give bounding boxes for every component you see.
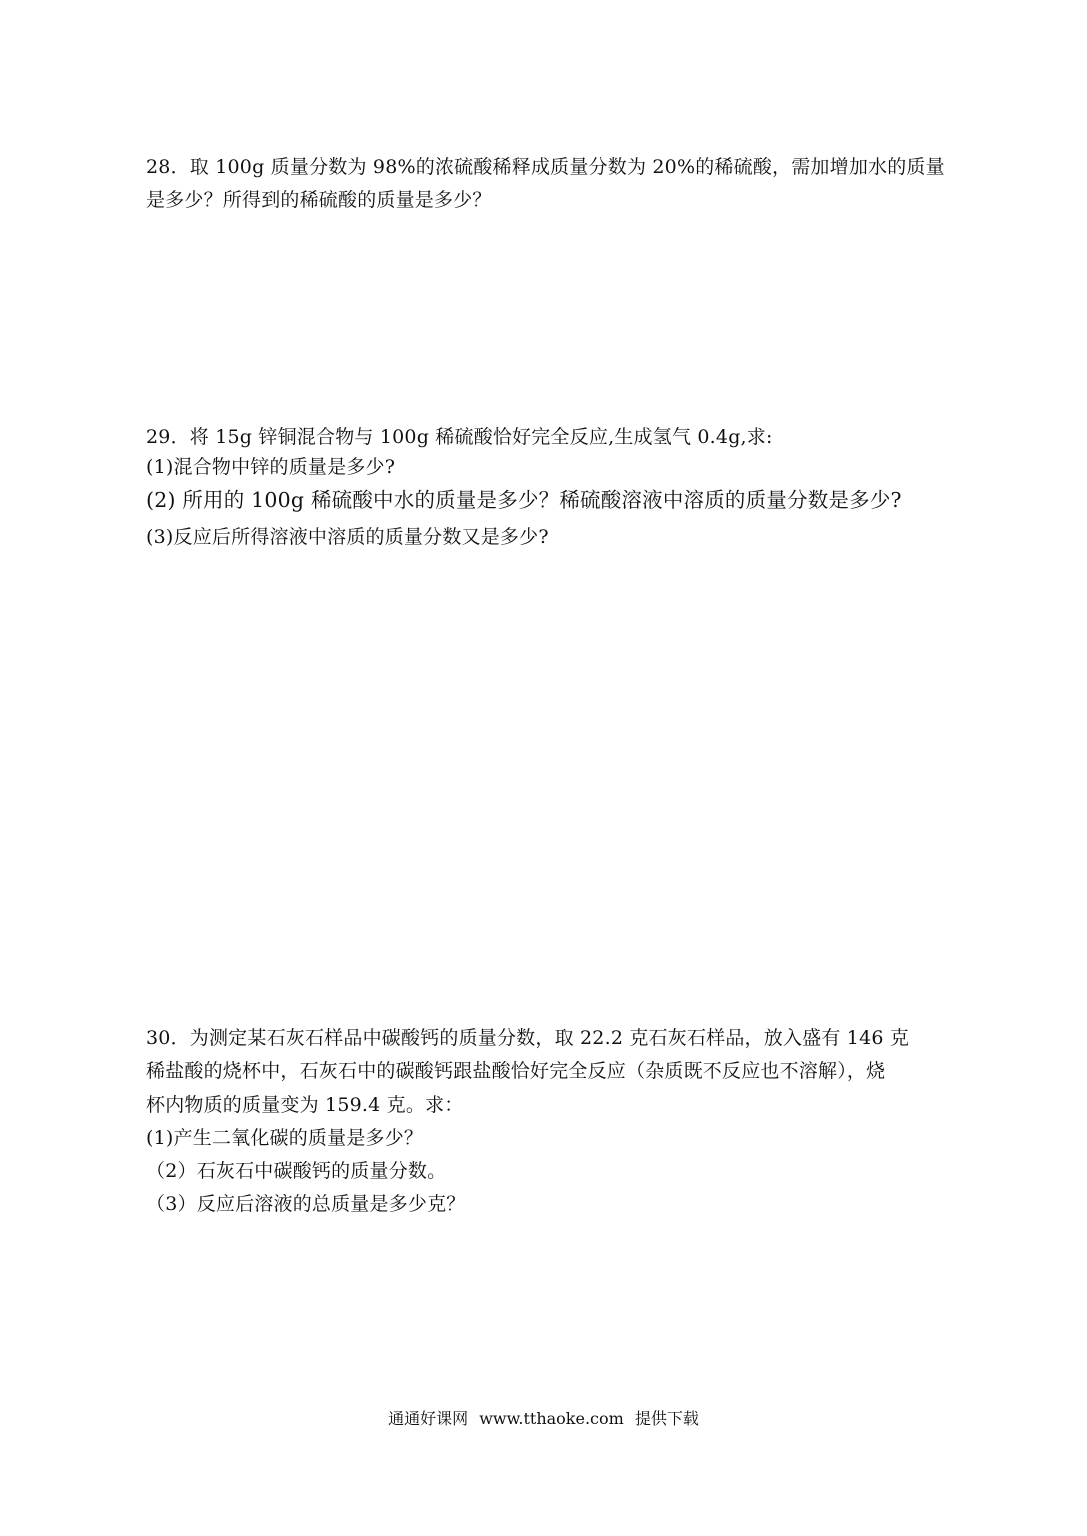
q30-line-2: 稀盐酸的烧杯中，石灰石中的碳酸钙跟盐酸恰好完全反应（杂质既不反应也不溶解），烧 [146, 1060, 886, 1082]
q29-part-2: (2) 所用的 100g 稀硫酸中水的质量是多少？稀硫酸溶液中溶质的质量分数是多少? [146, 488, 902, 512]
footer-url-link[interactable]: www.tthaoke.com [479, 1409, 624, 1428]
q30-part-3: （3）反应后溶液的总质量是多少克？ [146, 1193, 466, 1215]
q28-line-2: 是多少？所得到的稀硫酸的质量是多少？ [146, 189, 492, 211]
page-footer [0, 1408, 1087, 1430]
q30-line-3: 杯内物质的质量变为 159.4 克。求： [146, 1094, 464, 1116]
q28-line-1: 28．取 100g 质量分数为 98%的浓硫酸稀释成质量分数为 20%的稀硫酸，需加增加水的质量 [146, 156, 945, 178]
footer-suffix: 提供下载 [634, 1409, 699, 1428]
q29-part-1: (1)混合物中锌的质量是多少? [146, 456, 396, 478]
q30-part-1: (1)产生二氧化碳的质量是多少？ [146, 1127, 424, 1149]
footer-site-name: 通通好课网 [388, 1409, 469, 1428]
q30-line-1: 30．为测定某石灰石样品中碳酸钙的质量分数，取 22.2 克石灰石样品，放入盛有 146 克 [146, 1027, 910, 1049]
q29-part-3: (3)反应后所得溶液中溶质的质量分数又是多少? [146, 526, 549, 548]
q30-part-2: （2）石灰石中碳酸钙的质量分数。 [146, 1160, 447, 1182]
q29-intro: 29．将 15g 锌铜混合物与 100g 稀硫酸恰好完全反应,生成氢气 0.4g,求: [146, 426, 773, 448]
